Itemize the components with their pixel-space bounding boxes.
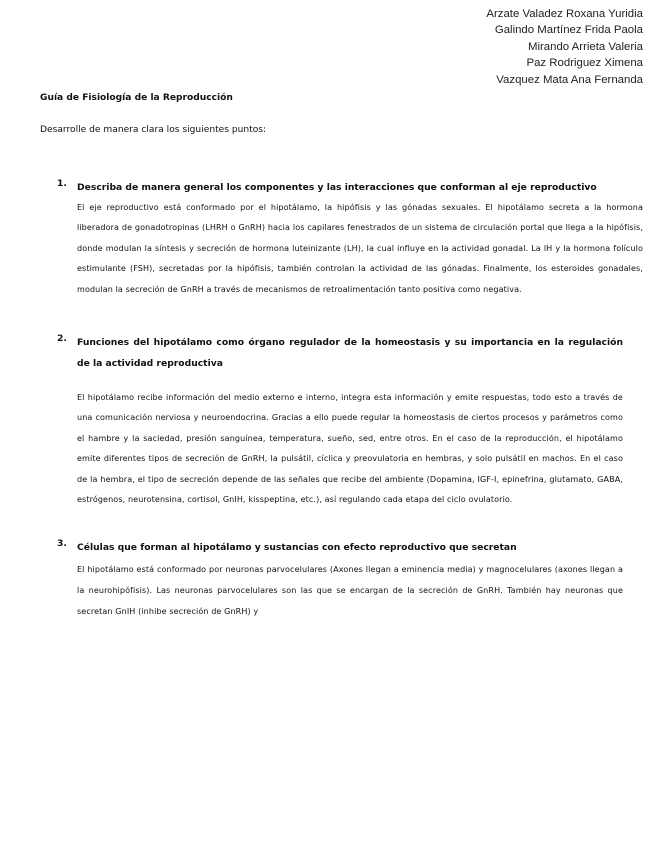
author-name: Vazquez Mata Ana Fernanda xyxy=(496,73,643,86)
author-name: Galindo Martínez Frida Paola xyxy=(494,24,643,37)
question-heading: Describa de manera general los componentes y las interacciones que conforman al eje reproductivo xyxy=(77,182,597,193)
question-item xyxy=(57,333,623,510)
question-item xyxy=(57,178,643,300)
question-item xyxy=(57,538,623,622)
question-number: 2. xyxy=(57,333,67,344)
author-name: Arzate Valadez Roxana Yuridia xyxy=(486,8,643,20)
question-heading: Células que forman al hipotálamo y sustancias con efecto reproductivo que secretan xyxy=(77,542,517,553)
answer-text: El hipotálamo recibe información del medio externo e interno, integra esta información y emite respuestas, todo esto a través de una comunicación nerviosa y neuroendocrina. Gracias a ello puede regular la homeostasis de ciertos procesos y parámetros como el hambre y la saciedad, presión sanguínea, temperatura, sueño, sed, entre otros. En el caso de la reproducción, el hipotálamo emite diferentes tipos de secreción de GnRH, la pulsátil, cíclica y preovulatoria en hembras, y solo pulsátil en machos. En el caso de la hembra, el tipo de secreción depende de las señales que recibe del ambiente (Dopamina, IGF-I, epinefrina, glutamato, GABA, estrógenos, neurotensina, cortisol, GnIH, kisspeptina, etc.), así regulando cada etapa del ciclo ovulatorio. xyxy=(77,393,623,505)
instructions-text: Desarrolle de manera clara los siguientes puntos: xyxy=(40,125,267,135)
author-list xyxy=(486,6,643,88)
author-name: Mirando Arrieta Valeria xyxy=(527,40,643,53)
question-heading: Funciones del hipotálamo como órgano regulador de la homeostasis y su importancia en la regulación de la actividad reproductiva xyxy=(77,337,623,369)
question-number: 3. xyxy=(57,538,67,549)
question-number: 1. xyxy=(57,178,67,189)
document-title: Guía de Fisiología de la Reproducción xyxy=(40,93,233,103)
answer-text: El eje reproductivo está conformado por el hipotálamo, la hipófisis y las gónadas sexuales. El hipotálamo secreta a la hormona liberadora de gonadotropinas (LHRH o GnRH) hacia los capilares fenestrados de un sistema de circulación portal que llega a la hipófisis, donde modulan la síntesis y secreción de hormona luteinizante (LH), la cual influye en la actividad gonadal. La lH y la hormona folículo estimulante (FSH), secretadas por la hipófisis, también controlan la actividad de las gónadas. Finalmente, los esteroides gonadales, modulan la secreción de GnRH a través de mecanismos de retroalimentación tanto positiva como negativa. xyxy=(77,203,643,294)
answer-text: El hipotálamo está conformado por neuronas parvocelulares (Axones llegan a eminencia media) y magnocelulares (axones llegan a la neurohipófisis). Las neuronas parvocelulares son las que se encargan de la secreción de GnRH. También hay neuronas que secretan GnIH (inhibe secreción de GnRH) y xyxy=(77,564,623,616)
author-name: Paz Rodriguez Ximena xyxy=(526,57,643,70)
